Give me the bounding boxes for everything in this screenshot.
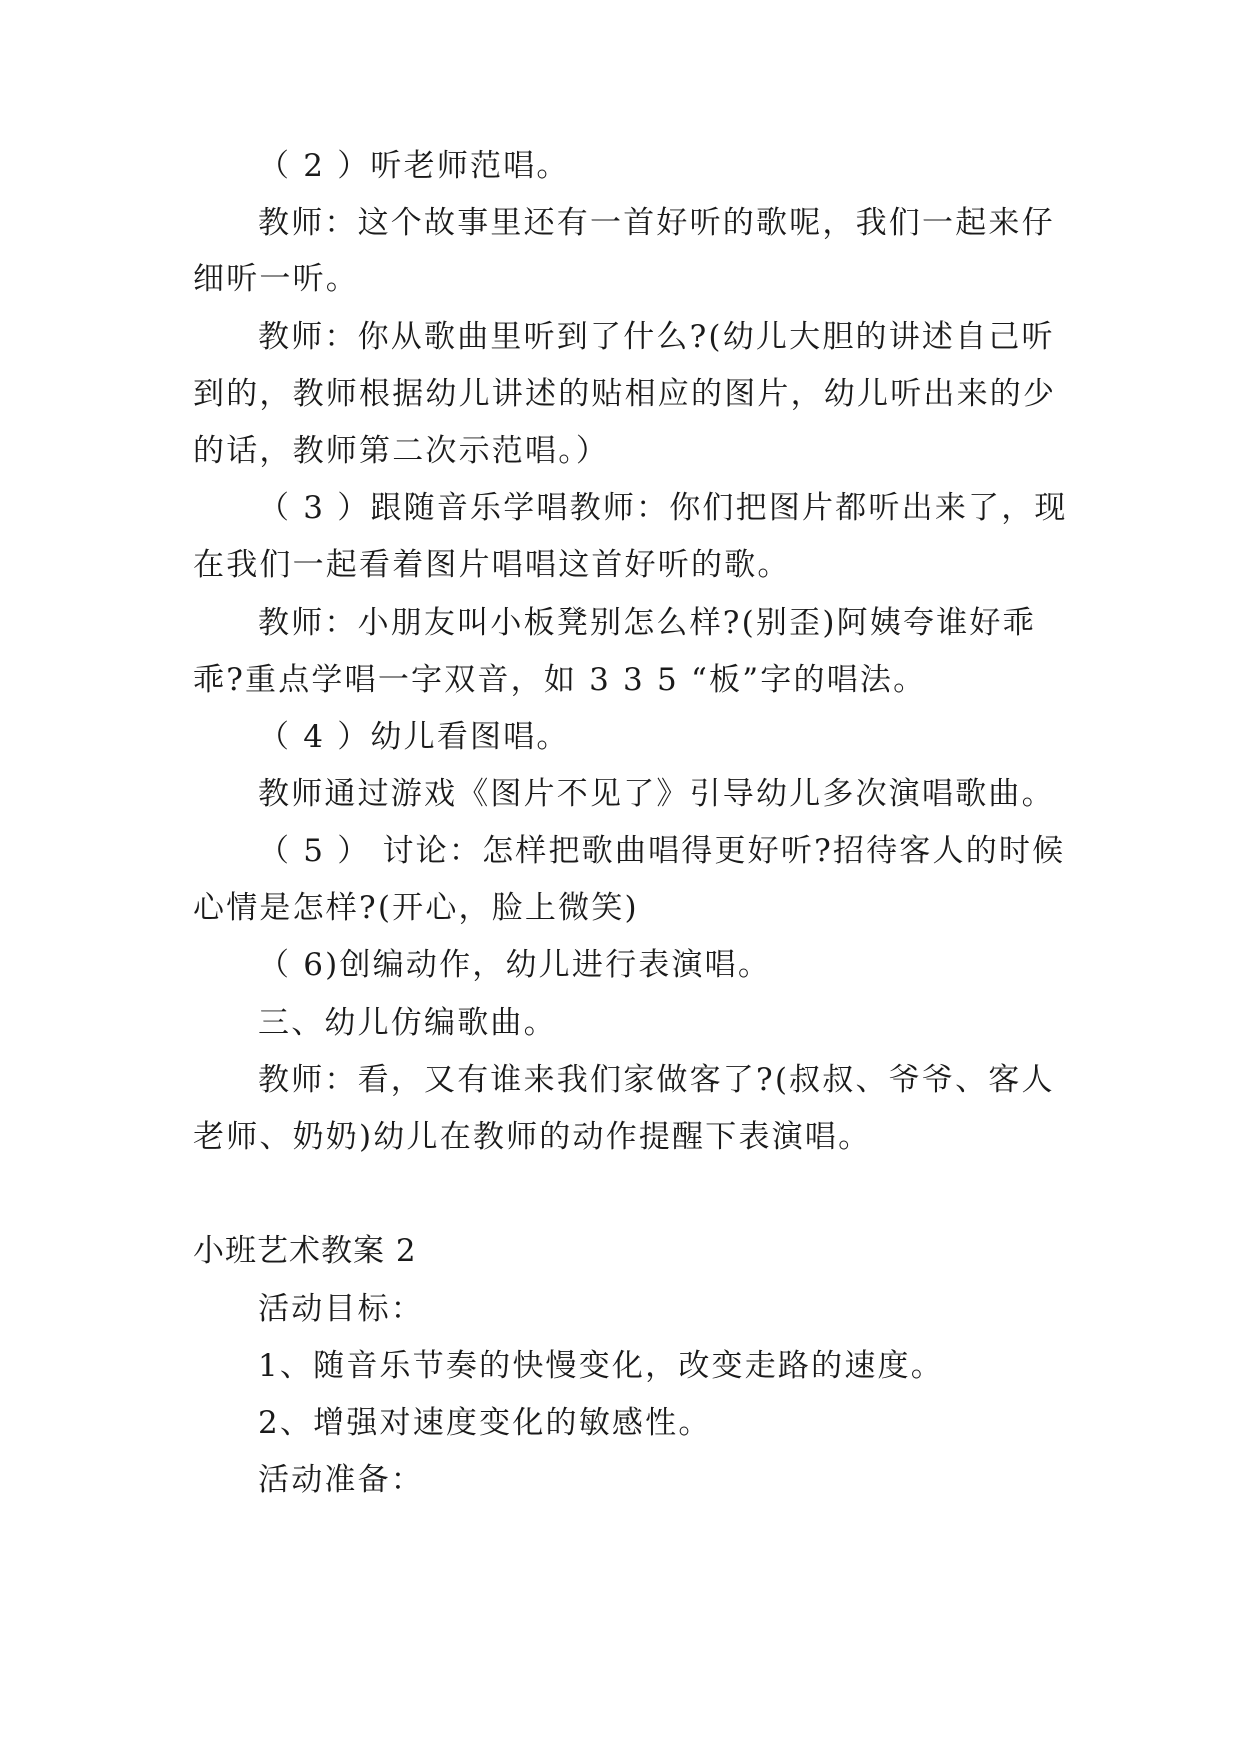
paragraph-line: 活动目标：	[258, 1291, 424, 1327]
list-item: 2、增强对速度变化的敏感性。	[258, 1405, 712, 1441]
paragraph-line: 在我们一起看着图片唱唱这首好听的歌。	[193, 547, 791, 583]
paragraph-line: 教师：小朋友叫小板凳别怎么样?(别歪)阿姨夸谁好乖	[258, 605, 1036, 641]
paragraph-line: （ 4 ）幼儿看图唱。	[258, 719, 570, 755]
paragraph-line: （ 5 ） 讨论：怎样把歌曲唱得更好听?招待客人的时候	[258, 833, 1066, 869]
paragraph-line: 教师：看，又有谁来我们家做客了?(叔叔、爷爷、客人	[258, 1062, 1055, 1098]
paragraph-line: 三、幼儿仿编歌曲。	[258, 1005, 557, 1041]
paragraph-line: 心情是怎样?(开心，脸上微笑)	[193, 890, 639, 926]
paragraph-line: 老师、奶奶)幼儿在教师的动作提醒下表演唱。	[193, 1119, 872, 1155]
paragraph-line: 教师：这个故事里还有一首好听的歌呢，我们一起来仔	[258, 205, 1055, 241]
paragraph-line: （ 6)创编动作，幼儿进行表演唱。	[258, 947, 772, 983]
paragraph-line: （ 2 ）听老师范唱。	[258, 148, 570, 184]
paragraph-line: 活动准备：	[258, 1462, 424, 1498]
paragraph-line: 细听一听。	[193, 261, 359, 297]
paragraph-line: 的话，教师第二次示范唱。）	[193, 433, 610, 469]
paragraph-line: 到的，教师根据幼儿讲述的贴相应的图片，幼儿听出来的少	[193, 376, 1057, 412]
list-item: 1、随音乐节奏的快慢变化，改变走路的速度。	[258, 1348, 944, 1384]
paragraph-line: 教师：你从歌曲里听到了什么?(幼儿大胆的讲述自己听	[258, 319, 1055, 355]
section-heading: 小班艺术教案 2	[193, 1233, 417, 1269]
paragraph-line: 乖?重点学唱一字双音，如 3 3 5 “板”字的唱法。	[193, 662, 927, 698]
paragraph-line: 教师通过游戏《图片不见了》引导幼儿多次演唱歌曲。	[258, 776, 1055, 812]
paragraph-line: （ 3 ）跟随音乐学唱教师：你们把图片都听出来了，现	[258, 490, 1068, 526]
